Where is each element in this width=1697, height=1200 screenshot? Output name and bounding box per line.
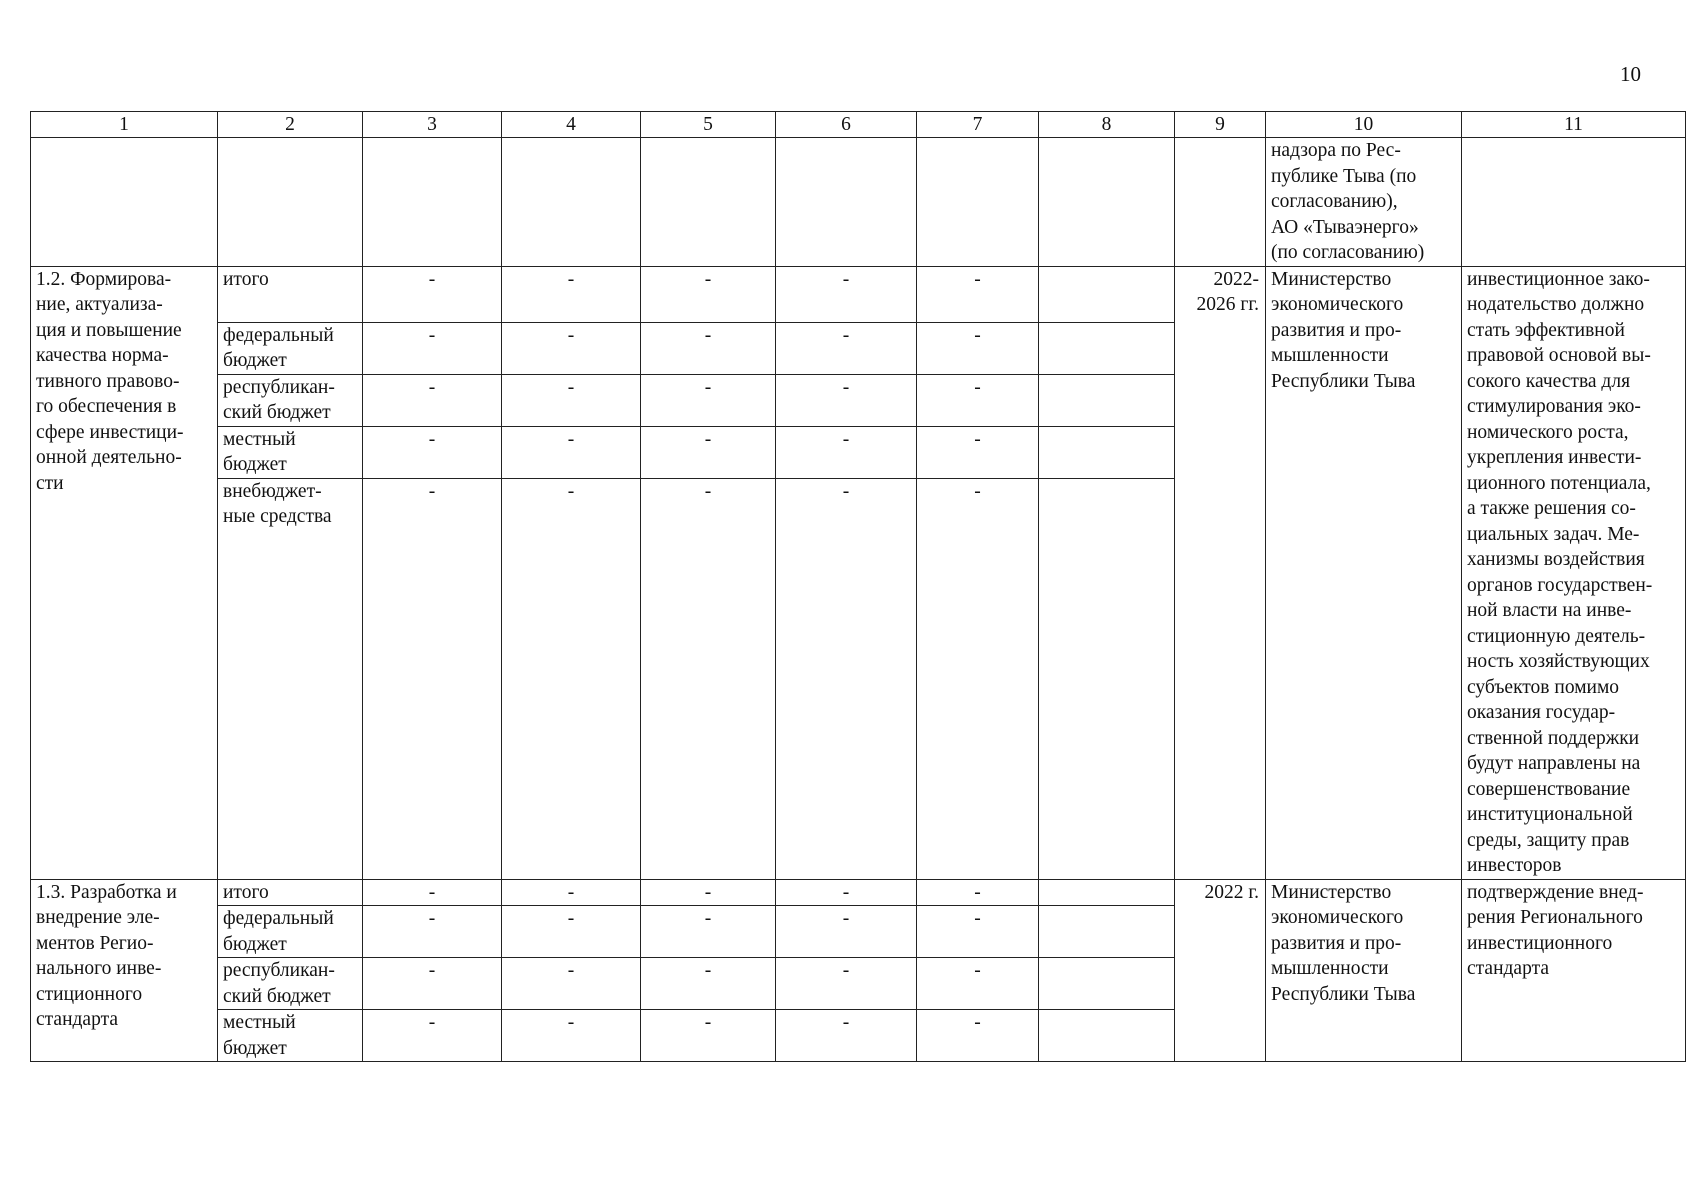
value-cell: - — [363, 374, 502, 426]
continuation-row — [31, 138, 1686, 267]
value-cell: - — [776, 266, 917, 322]
period: 2022 г. — [1175, 879, 1266, 1062]
table-row — [31, 879, 1686, 906]
value-cell: - — [776, 478, 917, 879]
value-cell: - — [641, 322, 776, 374]
col-header-11: 11 — [1462, 112, 1686, 138]
funding-source: федеральный бюджет — [218, 322, 363, 374]
cell — [1039, 138, 1175, 267]
executor: Министерство экономического развития и про- мышленности Республики Тыва — [1266, 879, 1462, 1062]
value-cell: - — [363, 879, 502, 906]
cell — [502, 138, 641, 267]
value-cell: - — [363, 478, 502, 879]
value-cell: - — [641, 478, 776, 879]
col-header-9: 9 — [1175, 112, 1266, 138]
cell — [641, 138, 776, 267]
value-cell — [1039, 426, 1175, 478]
program-table — [30, 111, 1686, 1062]
expected-result: инвестиционное зако- нодательство должно стать эффективной правовой основой вы- сокого качества для стимулирования эко- номического роста, укрепления инвести- ционного потенциала, а также решения со- циальных задач. Ме- ханизмы воздействия органов государствен- ной власти на инве- стиционную деятель- ность хозяйствующих субъектов помимо оказания государ- ственной поддержки будут направлены на совершенствование институциональной среды, защиту прав инвесторов — [1462, 266, 1686, 879]
expected-result: подтверждение внед- рения Регионального инвестиционного стандарта — [1462, 879, 1686, 1062]
funding-source: местный бюджет — [218, 1010, 363, 1062]
col-header-6: 6 — [776, 112, 917, 138]
value-cell: - — [917, 1010, 1039, 1062]
value-cell — [1039, 1010, 1175, 1062]
value-cell: - — [641, 879, 776, 906]
value-cell: - — [776, 322, 917, 374]
funding-source: итого — [218, 879, 363, 906]
col-header-7: 7 — [917, 112, 1039, 138]
value-cell: - — [917, 958, 1039, 1010]
cell — [917, 138, 1039, 267]
value-cell: - — [917, 478, 1039, 879]
measure-name: 1.2. Формирова- ние, актуализа- ция и повышение качества норма- тивного правово- го обеспечения в сфере инвестици- онной деятельно- сти — [31, 266, 218, 879]
value-cell: - — [776, 1010, 917, 1062]
col-header-4: 4 — [502, 112, 641, 138]
value-cell — [1039, 374, 1175, 426]
cell — [363, 138, 502, 267]
col-header-8: 8 — [1039, 112, 1175, 138]
value-cell — [1039, 266, 1175, 322]
value-cell — [1039, 478, 1175, 879]
funding-source: федеральный бюджет — [218, 906, 363, 958]
funding-source: итого — [218, 266, 363, 322]
cell — [218, 138, 363, 267]
value-cell: - — [917, 266, 1039, 322]
value-cell: - — [917, 879, 1039, 906]
cell — [1462, 138, 1686, 267]
value-cell: - — [917, 906, 1039, 958]
value-cell: - — [641, 906, 776, 958]
value-cell: - — [502, 958, 641, 1010]
value-cell: - — [776, 426, 917, 478]
funding-source: республикан- ский бюджет — [218, 374, 363, 426]
value-cell: - — [502, 426, 641, 478]
period: 2022- 2026 гг. — [1175, 266, 1266, 879]
funding-source: республикан- ский бюджет — [218, 958, 363, 1010]
funding-source: внебюджет- ные средства — [218, 478, 363, 879]
col-header-5: 5 — [641, 112, 776, 138]
value-cell: - — [363, 958, 502, 1010]
value-cell: - — [502, 374, 641, 426]
value-cell: - — [363, 1010, 502, 1062]
header-row — [31, 112, 1686, 138]
executor: Министерство экономического развития и про- мышленности Республики Тыва — [1266, 266, 1462, 879]
col-header-10: 10 — [1266, 112, 1462, 138]
value-cell: - — [776, 906, 917, 958]
table-row — [31, 266, 1686, 322]
executor-continuation: надзора по Рес- публике Тыва (по согласованию), АО «Тываэнерго» (по согласованию) — [1266, 138, 1462, 267]
value-cell: - — [776, 879, 917, 906]
measure-name: 1.3. Разработка и внедрение эле- ментов Регио- нального инве- стиционного стандарта — [31, 879, 218, 1062]
value-cell: - — [502, 322, 641, 374]
value-cell: - — [363, 426, 502, 478]
value-cell: - — [641, 1010, 776, 1062]
value-cell: - — [502, 478, 641, 879]
value-cell — [1039, 958, 1175, 1010]
value-cell: - — [363, 906, 502, 958]
value-cell: - — [502, 266, 641, 322]
col-header-1: 1 — [31, 112, 218, 138]
value-cell: - — [363, 266, 502, 322]
cell — [1175, 138, 1266, 267]
value-cell: - — [641, 266, 776, 322]
value-cell: - — [917, 374, 1039, 426]
funding-source: местный бюджет — [218, 426, 363, 478]
value-cell — [1039, 879, 1175, 906]
value-cell: - — [917, 426, 1039, 478]
value-cell: - — [776, 958, 917, 1010]
value-cell: - — [641, 374, 776, 426]
value-cell: - — [502, 879, 641, 906]
value-cell — [1039, 322, 1175, 374]
value-cell: - — [776, 374, 917, 426]
value-cell — [1039, 906, 1175, 958]
value-cell: - — [641, 426, 776, 478]
cell — [776, 138, 917, 267]
col-header-3: 3 — [363, 112, 502, 138]
value-cell: - — [641, 958, 776, 1010]
value-cell: - — [502, 906, 641, 958]
value-cell: - — [917, 322, 1039, 374]
col-header-2: 2 — [218, 112, 363, 138]
value-cell: - — [363, 322, 502, 374]
page-number: 10 — [1620, 62, 1641, 86]
value-cell: - — [502, 1010, 641, 1062]
cell — [31, 138, 218, 267]
